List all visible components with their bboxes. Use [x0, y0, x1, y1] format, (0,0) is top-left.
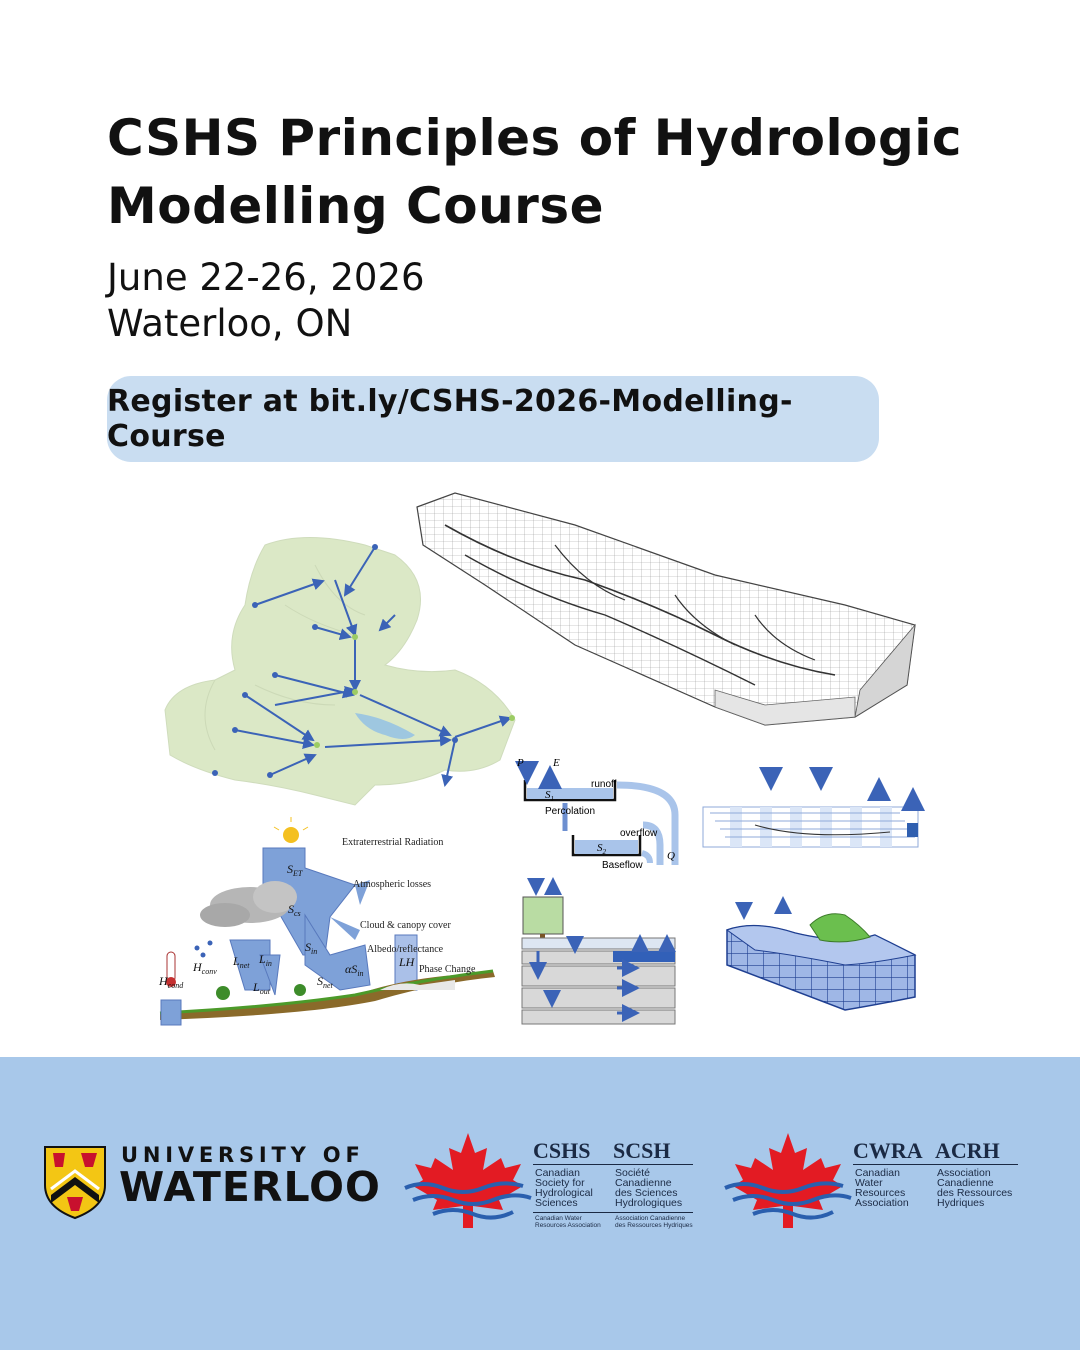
svg-text:S2: $S_2$: [597, 842, 606, 856]
svg-text:Q: Q: [667, 850, 675, 862]
svg-text:Atmospheric losses: Atmospheric losses: [353, 879, 432, 890]
svg-text:Snet: $S_{net}$: [317, 974, 333, 990]
svg-text:Sin: $S_{in}$: [305, 940, 318, 956]
svg-text:E: E: [553, 757, 560, 769]
svg-text:runoff: runoff: [591, 779, 617, 790]
svg-text:Lnet: $L_{net}$: [233, 954, 250, 970]
bucket-model-figure: [516, 757, 675, 871]
soil-layers-figure: [522, 880, 675, 1024]
course-location: Waterloo, ON: [107, 302, 353, 345]
uw-waterloo-text: WATERLOO: [119, 1163, 381, 1211]
cwra-name-fr: Association Canadienne des Ressources Hydriques: [937, 1167, 1013, 1209]
svg-text:overflow: overflow: [620, 828, 658, 839]
uw-university-of-text: UNIVERSITY OF: [121, 1143, 365, 1167]
svg-text:LH: LH: [399, 955, 415, 969]
course-title: CSHS Principles of Hydrologic Modelling Course: [107, 109, 963, 235]
cwra-name-en: Canadian Water Resources Association: [855, 1167, 909, 1209]
3d-grid-figure: [727, 899, 915, 1010]
svg-text:Hconv: $H_{conv}$: [193, 960, 217, 976]
acrh-abbr: ACRH: [935, 1138, 1000, 1163]
course-date: June 22-26, 2026: [107, 256, 425, 299]
hydrologic-model-illustration: [155, 485, 935, 1030]
cshs-abbr: CSHS: [533, 1138, 591, 1163]
watershed-network-map: [165, 538, 515, 806]
svg-text:SET: $S_{ET}$: [287, 862, 303, 878]
svg-text:Albedo/reflectance: Albedo/reflectance: [367, 944, 444, 955]
svg-text:S1: $S_1$: [545, 789, 554, 803]
maple-leaf-waves-icon: [403, 1128, 533, 1233]
university-of-waterloo-logo[interactable]: [43, 1143, 383, 1223]
scsh-abbr: SCSH: [613, 1138, 671, 1163]
layered-grid-figure: [703, 771, 918, 847]
terrain-mesh-figure: [417, 493, 915, 725]
cshs-name-en: Canadian Society for Hydrological Sciences: [535, 1167, 593, 1209]
svg-text:Cloud & canopy cover: Cloud & canopy cover: [360, 920, 451, 931]
svg-text:Percolation: Percolation: [545, 806, 596, 817]
svg-text:P: P: [517, 757, 524, 769]
svg-text:Baseflow: Baseflow: [602, 860, 643, 871]
cshs-sub-en: Canadian Water Resources Association: [535, 1215, 601, 1229]
svg-text:Scs: $S_{cs}$: [288, 902, 301, 918]
waterloo-shield-icon: [43, 1145, 107, 1220]
maple-leaf-waves-icon: [723, 1128, 853, 1233]
energy-balance-figure: [158, 817, 495, 1025]
cshs-name-fr: Société Canadienne des Sciences Hydrologiques: [615, 1167, 683, 1209]
cwra-divider: [853, 1164, 1018, 1165]
cshs-divider: [533, 1164, 693, 1165]
svg-text:Hcond: $H_{cond}$: [159, 974, 184, 990]
cwra-acrh-logo[interactable]: [723, 1128, 1033, 1238]
svg-text:Lout: $L_{out}$: [253, 980, 270, 996]
cshs-sub-fr: Association Canadienne des Ressources Hydriques: [615, 1215, 693, 1229]
cshs-scsh-logo[interactable]: [403, 1128, 713, 1238]
register-link[interactable]: Register at bit.ly/CSHS-2026-Modelling-Course: [107, 376, 879, 462]
svg-text:Lin: $L_{in}$: [259, 952, 272, 968]
svg-text:αSin: $\alpha S_{in}$: [345, 962, 364, 978]
cwra-abbr: CWRA: [853, 1138, 923, 1163]
svg-text:Phase Change: Phase Change: [419, 964, 476, 975]
cshs-divider-2: [533, 1212, 693, 1213]
svg-text:Extraterrestrial Radiation: Extraterrestrial Radiation: [342, 837, 444, 848]
